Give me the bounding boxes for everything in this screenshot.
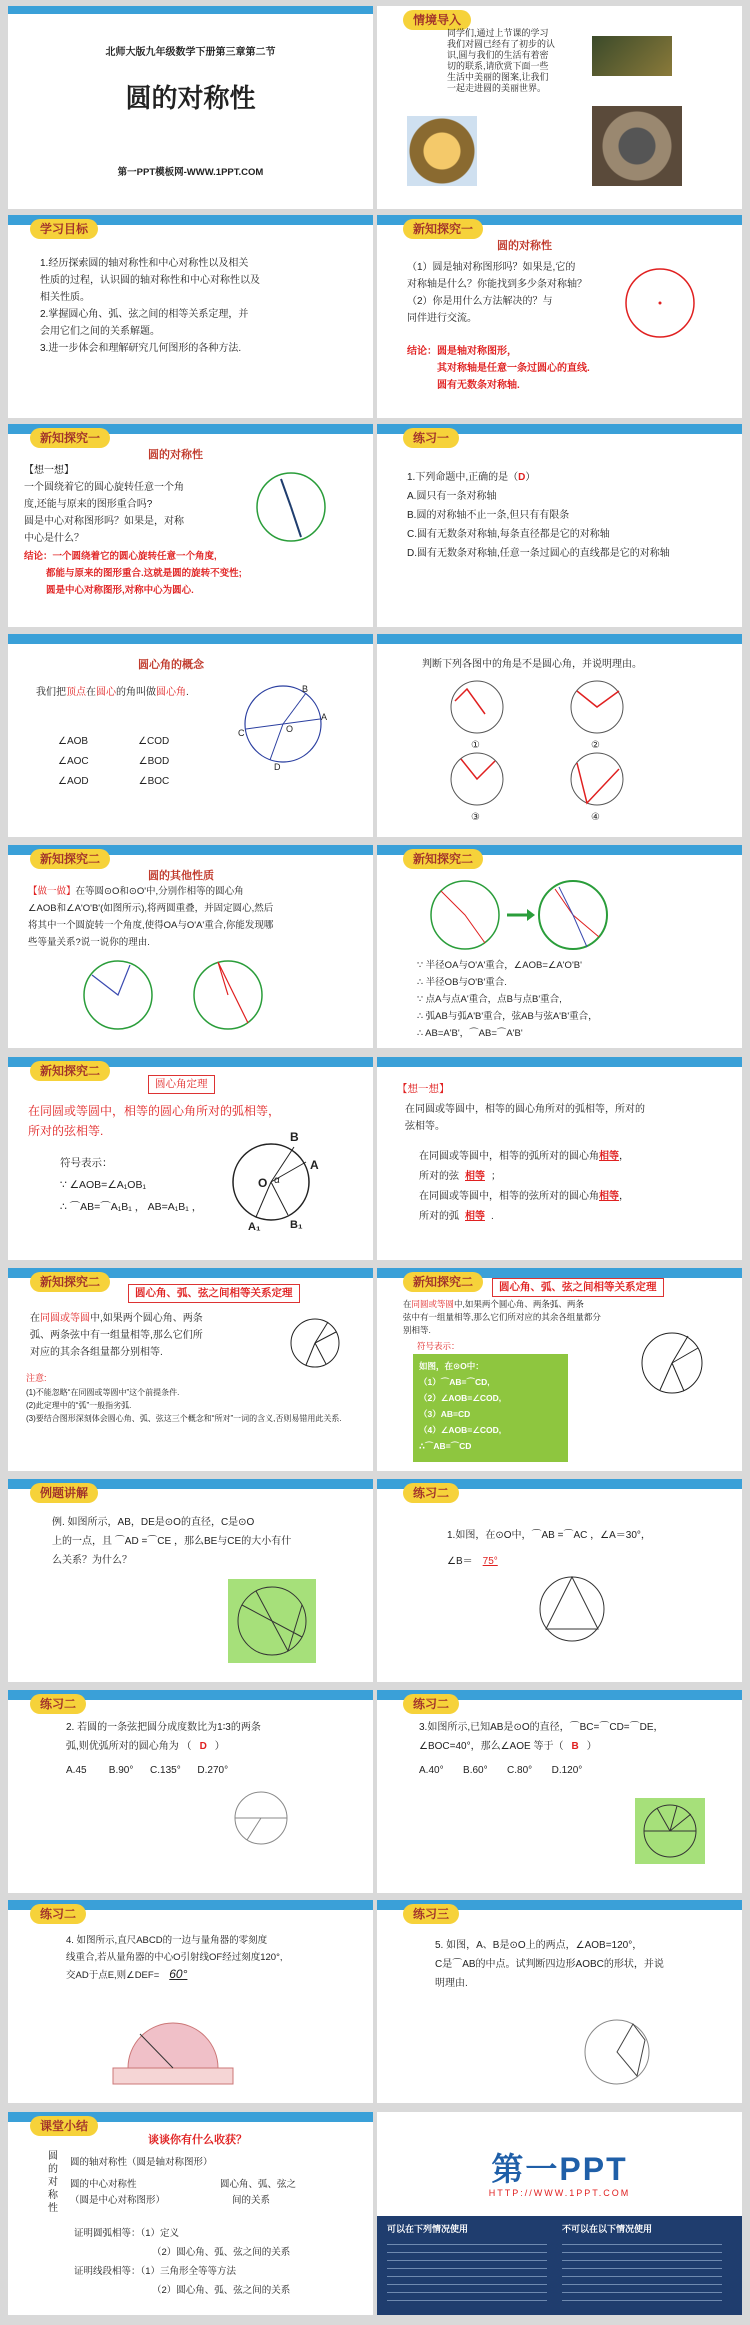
- page-title: 圆的对称性: [125, 83, 256, 113]
- section-tag: 课堂小结: [30, 2116, 98, 2136]
- theorem-box: 圆心角定理: [148, 1075, 215, 1094]
- example-figure: [228, 1579, 316, 1663]
- judge-figures: [447, 679, 647, 829]
- question: 判断下列各图中的角是不是圆心角，并说明理由。: [422, 659, 642, 670]
- theorem-text: 在同圆或等圆中,如果两个圆心角、两条弧、两条 弦中有一组量相等,那么它们所对应的其余各组量都分 别相等.: [403, 1299, 601, 1335]
- theorem-text: 在同圆或等圆中，相等的圆心角所对的弧相等， 所对的弦相等.: [28, 1104, 281, 1138]
- slide-intro: [377, 6, 742, 209]
- slide-heading: 圆心角的概念: [138, 659, 204, 671]
- triangle-figure: [532, 1569, 632, 1669]
- section-tag: 例题讲解: [30, 1483, 98, 1503]
- label-A: A: [321, 712, 328, 722]
- symbol-line-1: ∵ ∠AOB=∠A₁OB₁: [60, 1179, 146, 1191]
- symbol-label: 符号表示：: [417, 1341, 460, 1351]
- intro-text: 同学们,通过上节课的学习 我们对圆已经有了初步的认 识,圆与我们的生活有着密 切的联系,请欣赏下面一些 生活中美丽的图案,让我们 一起走进圆的美丽世界。: [447, 28, 556, 93]
- theorem-text: 在同圆或等圆中,如果两个圆心角、两条 弧、两条弦中有一组量相等,那么它们所 对应的其余各组量都分别相等.: [30, 1313, 203, 1358]
- forbidden-heading: 不可以在以下情况使用: [562, 2224, 653, 2234]
- protractor-figure: [108, 2020, 238, 2090]
- coins-image: [592, 36, 672, 76]
- diameter-figure: [635, 1798, 705, 1864]
- activity-text: 【做一做】在等圆⊙O和⊙O'中,分别作相等的圆心角 ∠AOB和∠A'O'B'(如图所示),将两圆重叠，并固定圆心,然后 将其中一个圆旋转一个角度,使得OA与O'A'重合,你能发现哪 些等量关系?说一说你的理由.: [28, 886, 274, 948]
- section-tag: 情境导入: [403, 10, 471, 30]
- notes: (1)不能忽略“在同圆或等圆中”这个前提条件. (2)此定理中的“弧”一般指劣弧. (3)要结合图形深刻体会圆心角、弧、弦这三个概念和“所对”一词的含义,否则易错用此关系.: [26, 1388, 342, 1423]
- exercise-text: 1.如图，在⊙O中，⌒AB =⌒AC ，∠A＝30°，: [447, 1530, 651, 1541]
- slide-judge: [377, 634, 742, 837]
- section-tag: 新知探究二: [30, 849, 110, 869]
- example-text: 例. 如图所示，AB，DE是⊙O的直径，C是⊙O 上的一点，且 ⌒AD =⌒CE ，那么BE与CE的大小有什 么关系？为什么？: [52, 1517, 292, 1566]
- slide-symmetry-1: [377, 215, 742, 418]
- exercise-text: 4. 如图所示,直尺ABCD的一边与量角器的零刻度 线重合,若从量角器的中心O引射线OF经过刻度120°, 交AD于点E,则∠DEF= 60°: [66, 1935, 283, 1981]
- conclusion: 结论：一个圆绕着它的圆心旋转任意一个角度, 都能与原来的图形重合.这就是圆的旋转不变性; 圆是中心对称图形,对称中心为圆心.: [24, 551, 242, 596]
- link-lines-right: [562, 2240, 722, 2308]
- section-tag: 练习三: [403, 1904, 459, 1924]
- section-tag: 新知探究二: [403, 1272, 483, 1292]
- label-B: B: [290, 1130, 299, 1144]
- angle-figure: [238, 674, 328, 774]
- rotation-figure: [253, 469, 333, 549]
- slide-exercise-2c: [377, 1690, 742, 1893]
- section-tag: 练习二: [30, 1694, 86, 1714]
- label-A: A: [310, 1158, 319, 1172]
- overlap-figure: [427, 877, 607, 955]
- section-tag: 学习目标: [30, 219, 98, 239]
- symbol-label: 符号表示：: [60, 1157, 113, 1169]
- think-line-1: 在同圆或等圆中，相等的圆心角所对的弧相等，所对的 弦相等。: [405, 1104, 645, 1132]
- slide-proof: [377, 845, 742, 1048]
- think-text: 【想一想】 一个圆绕着它的圆心旋转任意一个角 度,还能与原来的图形重合吗? 圆是中心对称图形吗？如果是，对称 中心是什么？: [24, 465, 184, 544]
- slide-exercise-3: [377, 1900, 742, 2103]
- options: A.45 B.90° C.135° D.270°: [66, 1765, 229, 1776]
- label-O: O: [286, 724, 294, 734]
- equal-circles-figure: [78, 957, 278, 1037]
- slide-goals: [8, 215, 373, 418]
- slide-symmetry-2: [8, 424, 373, 627]
- theorem-figure: [216, 1127, 326, 1237]
- think-line-2: 在同圆或等圆中，相等的弧所对的圆心角相等， 所对的弦 相等 ； 在同圆或等圆中，相等的弦所对的圆心角相等， 所对的弧 相等 .: [419, 1151, 629, 1222]
- exercise-text: 3.如图所示,已知AB是⊙O的直径，⌒BC=⌒CD=⌒DE， ∠BOC=40°，那么∠AOE 等于（ B ）: [419, 1722, 664, 1752]
- slide-central-angle: [8, 634, 373, 837]
- options: A.40° B.60° C.80° D.120°: [419, 1765, 583, 1776]
- theorem-box: 圆心角、弧、弦之间相等关系定理: [492, 1278, 664, 1297]
- slide-exercise-2b: [8, 1690, 373, 1893]
- section-tag: 练习二: [403, 1483, 459, 1503]
- think-heading: 【想一想】: [397, 1083, 450, 1095]
- chord-figure: [223, 1786, 303, 1856]
- slide-relation-theorem: [8, 1268, 373, 1471]
- vertical-label: 圆 的 对 称 性: [48, 2151, 58, 2214]
- question-text: （1）圆是轴对称图形吗？如果是,它的 对称轴是什么？你能找到多少条对称轴？ （2）你是用什么方法解决的？与 同伴进行交流。: [407, 262, 587, 324]
- theorem-figure: [280, 1308, 350, 1378]
- label-C: C: [238, 728, 245, 738]
- angle-list: ∠AOB ∠COD ∠AOC ∠BOD ∠AOD ∠BOC: [58, 736, 170, 787]
- link-lines-left: [387, 2240, 547, 2308]
- slide-summary: [8, 2112, 373, 2315]
- center-symmetry: 圆的中心对称性: [70, 2179, 137, 2190]
- slide-brand: [377, 2112, 742, 2315]
- label-O: O: [258, 1176, 268, 1190]
- info-panel: [377, 2216, 742, 2315]
- slide-exercise-2a: [377, 1479, 742, 1682]
- goals-text: 1.经历探索圆的轴对称性和中心对称性以及相关 性质的过程，认识圆的轴对称性和中心对称性以及 相关性质。 2.掌握圆心角、弧、弦之间的相等关系定理，并 会用它们之间的关系解题。 3.进一步体会和理解研究几何图形的各种方法.: [40, 258, 260, 354]
- section-tag: 练习二: [403, 1694, 459, 1714]
- figure-1-label: ①: [471, 740, 480, 751]
- symbol-line-2: ∴ ⌒AB=⌒A₁B₁ ， AB=A₁B₁ ，: [60, 1201, 203, 1213]
- exercise-text: 2. 若圆的一条弦把圆分成度数比为1∶3的两条 弧,则优弧所对的圆心角为 （ D ）: [66, 1722, 261, 1752]
- label-B1: B₁: [290, 1219, 303, 1231]
- slide-heading: 圆的对称性: [148, 449, 203, 461]
- quad-figure: [577, 2012, 667, 2092]
- allowed-heading: 可以在下列情况使用: [387, 2224, 469, 2234]
- summary-question: 谈谈你有什么收获？: [148, 2134, 247, 2146]
- conclusion: 结论：圆是轴对称图形， 其对称轴是任意一条过圆心的直线. 圆有无数条对称轴.: [407, 346, 590, 391]
- subtitle: 北师大版九年级数学下册第三章第二节: [105, 47, 276, 58]
- tulou-image: [592, 106, 682, 186]
- slide-heading: 圆的其他性质: [148, 870, 214, 882]
- section-tag: 新知探究一: [403, 219, 483, 239]
- slide-exercise-1: [377, 424, 742, 627]
- label-alpha: α: [274, 1175, 280, 1186]
- circle-figure: [622, 265, 702, 345]
- slide-title: [8, 6, 373, 209]
- definition: 我们把顶点在圆心的角叫做圆心角.: [36, 687, 189, 698]
- symbol-box: 如图，在⊙O中： （1）⌒AB=⌒CD, （2）∠AOB=∠COD, （3）AB=CD （4）∠AOB=∠COD, ∴⌒AB=⌒CD: [413, 1354, 568, 1462]
- proof-list: 证明圆弧相等：（1）定义 （2）圆心角、弧、弦之间的关系 证明线段相等：（1）三角形全等等方法 （2）圆心角、弧、弦之间的关系: [74, 2228, 291, 2296]
- slide-example: [8, 1479, 373, 1682]
- footer-text: 第一PPT模板网-WWW.1PPT.COM: [117, 167, 264, 178]
- exercise-text: 5. 如图，A、B是⊙O上的两点，∠AOB=120°， C是⌒AB的中点。试判断四边形AOBC的形状，并说 明理由.: [435, 1940, 664, 1989]
- answer-line: ∠B＝ 75°: [447, 1556, 498, 1567]
- section-tag: 练习一: [403, 428, 459, 448]
- figure-2-label: ②: [591, 740, 600, 751]
- theorem-box: 圆心角、弧、弦之间相等关系定理: [128, 1284, 300, 1303]
- note-heading: 注意:: [26, 1373, 47, 1383]
- slide-relation-symbols: [377, 1268, 742, 1471]
- axis-symmetry: 圆的轴对称性（圆是轴对称图形）: [70, 2157, 213, 2168]
- slide-theorem: [8, 1057, 373, 1260]
- label-A1: A₁: [248, 1221, 261, 1233]
- ring-building-image: [407, 116, 477, 186]
- exercise-text: 1.下列命题中,正确的是（D） A.圆只有一条对称轴 B.圆的对称轴不止一条,但只有有限条 C.圆有无数条对称轴,每条直径都是它的对称轴 D.圆有无数条对称轴,任意一条过圆心的直线都是它的对称轴: [407, 472, 670, 559]
- relation-2: 间的关系: [232, 2195, 271, 2206]
- relation-1: 圆心角、弧、弦之: [220, 2179, 297, 2190]
- section-tag: 新知探究二: [403, 849, 483, 869]
- theorem-figure: [632, 1318, 722, 1418]
- logo-url: HTTP://WWW.1PPT.COM: [488, 2188, 631, 2198]
- label-D: D: [274, 762, 281, 772]
- figure-3-label: ③: [471, 812, 480, 823]
- figure-4-label: ④: [591, 812, 600, 823]
- slide-exercise-2d: [8, 1900, 373, 2103]
- logo: 第一PPT: [491, 2151, 628, 2187]
- slide-heading: 圆的对称性: [497, 240, 552, 252]
- slide-properties: [8, 845, 373, 1048]
- label-B: B: [302, 684, 309, 694]
- proof-text: ∵ 半径OA与O'A'重合，∠AOB=∠A'O'B' ∴ 半径OB与O'B'重合. ∵ 点A与点A'重合，点B与点B'重合, ∴ 弧AB与弧A'B'重合，弦AB与弦A'B'重合， ∴ AB=A'B'，⌒AB=⌒A'B': [417, 960, 598, 1039]
- slide-think: [377, 1057, 742, 1260]
- section-tag: 新知探究二: [30, 1061, 110, 1081]
- section-tag: 练习二: [30, 1904, 86, 1924]
- section-tag: 新知探究一: [30, 428, 110, 448]
- center-symmetry-note: （圆是中心对称图形）: [70, 2195, 166, 2206]
- section-tag: 新知探究二: [30, 1272, 110, 1292]
